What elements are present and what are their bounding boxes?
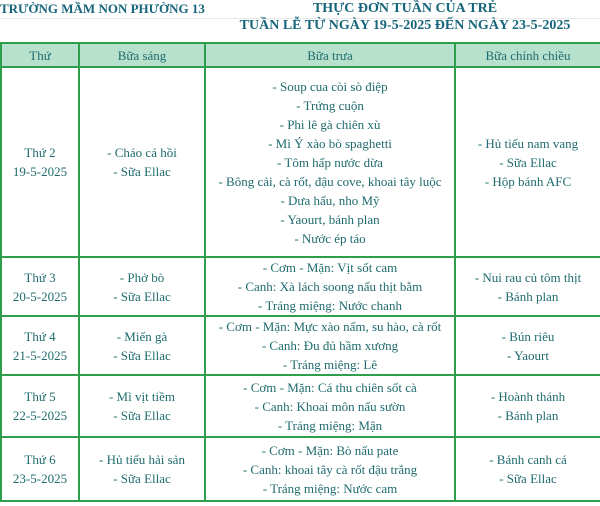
table-row bbox=[1, 437, 600, 501]
menu-item: - Soup cua còi sò điệp bbox=[272, 78, 388, 94]
menu-item: - Sữa Ellac bbox=[113, 471, 171, 486]
day-cell bbox=[1, 257, 79, 316]
menu-item: - Cháo cá hồi bbox=[107, 145, 177, 160]
menu-item: - Sữa Ellac bbox=[499, 154, 557, 170]
afternoon-cell bbox=[455, 437, 600, 501]
lunch-cell bbox=[205, 257, 455, 316]
menu-item: - Hộp bánh AFC bbox=[484, 173, 572, 189]
table-row bbox=[1, 67, 600, 257]
breakfast-cell bbox=[79, 67, 205, 257]
column-header-afternoon: Bữa chính chiều bbox=[455, 43, 600, 67]
day-cell bbox=[1, 375, 79, 437]
menu-item: - Sữa Ellac bbox=[499, 471, 557, 486]
menu-item: - Cơm - Mặn: Vịt sốt cam bbox=[262, 260, 398, 275]
day-label: Thứ 6 bbox=[24, 452, 56, 467]
menu-item: - Sữa Ellac bbox=[113, 164, 171, 179]
menu-item: - Sữa Ellac bbox=[113, 347, 171, 363]
week-range: TUẦN LỄ TỪ NGÀY 19-5-2025 ĐẾN NGÀY 23-5-2025 bbox=[239, 18, 571, 33]
menu-item: - Bánh plan bbox=[497, 408, 559, 423]
menu-item: - Hủ tiếu nam vang bbox=[477, 135, 579, 151]
day-cell bbox=[1, 316, 79, 375]
menu-item: - Bánh plan bbox=[497, 288, 559, 304]
menu-item: - Tôm hấp nước dừa bbox=[277, 154, 383, 170]
menu-item: - Bún riêu bbox=[501, 328, 555, 344]
menu-item: - Bánh canh cá bbox=[489, 452, 567, 467]
school-name: TRƯỜNG MẦM NON PHƯỜNG 13 bbox=[0, 1, 205, 16]
menu-item: - Mì Ý xào bò spaghetti bbox=[268, 135, 392, 151]
menu-item: - Cơm - Mặn: Cá thu chiên sốt cà bbox=[243, 379, 417, 395]
column-header-lunch: Bữa trưa bbox=[205, 43, 455, 67]
menu-item: - Tráng miệng: Nước chanh bbox=[258, 298, 402, 313]
lunch-cell bbox=[205, 437, 455, 501]
afternoon-cell bbox=[455, 316, 600, 375]
day-date: 22-5-2025 bbox=[12, 408, 68, 423]
lunch-cell bbox=[205, 67, 455, 257]
table-row bbox=[1, 375, 600, 437]
menu-item: - Tráng miệng: Mận bbox=[277, 417, 383, 433]
menu-item: - Hủ tiếu hải sản bbox=[99, 452, 185, 467]
menu-item: - Canh: khoai tây cà rốt đậu trắng bbox=[242, 461, 418, 477]
day-date: 21-5-2025 bbox=[12, 347, 68, 363]
breakfast-cell bbox=[79, 437, 205, 501]
menu-item: - Miến gà bbox=[116, 328, 168, 344]
breakfast-cell bbox=[79, 316, 205, 375]
page-header bbox=[0, 0, 600, 40]
day-label: Thứ 4 bbox=[24, 328, 56, 344]
weekly-menu-table bbox=[0, 42, 600, 502]
table-row bbox=[1, 316, 600, 375]
breakfast-cell bbox=[79, 375, 205, 437]
menu-title: THỰC ĐƠN TUẦN CỦA TRẺ bbox=[312, 1, 498, 16]
day-label: Thứ 3 bbox=[24, 269, 56, 285]
menu-item: - Nui rau củ tôm thịt bbox=[474, 269, 582, 285]
breakfast-cell bbox=[79, 257, 205, 316]
menu-item: - Sữa Ellac bbox=[113, 408, 171, 423]
day-date: 19-5-2025 bbox=[12, 164, 68, 179]
menu-item: - Cơm - Mặn: Bò nấu pate bbox=[261, 442, 399, 458]
menu-item: - Tráng miệng: Lê bbox=[282, 357, 378, 372]
lunch-cell bbox=[205, 316, 455, 375]
menu-item: - Bông cải, cà rốt, đậu cove, khoai tây luộc bbox=[218, 173, 442, 189]
menu-item: - Yaourt, bánh plan bbox=[280, 211, 380, 227]
menu-item: - Canh: Đu đủ hầm xương bbox=[261, 338, 399, 353]
menu-item: - Yaourt bbox=[507, 347, 549, 363]
table-row bbox=[1, 257, 600, 316]
afternoon-cell bbox=[455, 375, 600, 437]
menu-item: - Nước ép táo bbox=[294, 230, 366, 246]
menu-item: - Mì vịt tiềm bbox=[108, 389, 176, 404]
column-header-breakfast: Bữa sáng bbox=[79, 43, 205, 67]
day-date: 23-5-2025 bbox=[12, 471, 68, 486]
day-label: Thứ 5 bbox=[24, 389, 56, 404]
menu-item: - Cơm - Mặn: Mực xào nấm, su hào, cà rốt bbox=[218, 319, 442, 334]
menu-item: - Dưa hấu, nho Mỹ bbox=[280, 192, 380, 208]
day-label: Thứ 2 bbox=[24, 145, 56, 160]
menu-item: - Trứng cuộn bbox=[296, 97, 364, 113]
afternoon-cell bbox=[455, 257, 600, 316]
menu-item: - Tráng miệng: Nước cam bbox=[262, 480, 398, 496]
menu-item: - Hoành thánh bbox=[490, 389, 566, 404]
menu-item: - Canh: Khoai môn nấu sườn bbox=[254, 398, 406, 414]
day-date: 20-5-2025 bbox=[12, 288, 68, 304]
table-header-row bbox=[1, 43, 600, 67]
menu-item: - Phi lê gà chiên xù bbox=[279, 116, 381, 132]
day-cell bbox=[1, 437, 79, 501]
lunch-cell bbox=[205, 375, 455, 437]
menu-item: - Phở bò bbox=[119, 269, 165, 285]
afternoon-cell bbox=[455, 67, 600, 257]
menu-item: - Sữa Ellac bbox=[113, 288, 171, 304]
day-cell bbox=[1, 67, 79, 257]
column-header-day: Thứ bbox=[1, 43, 79, 67]
menu-item: - Canh: Xà lách soong nấu thịt bằm bbox=[237, 279, 423, 294]
